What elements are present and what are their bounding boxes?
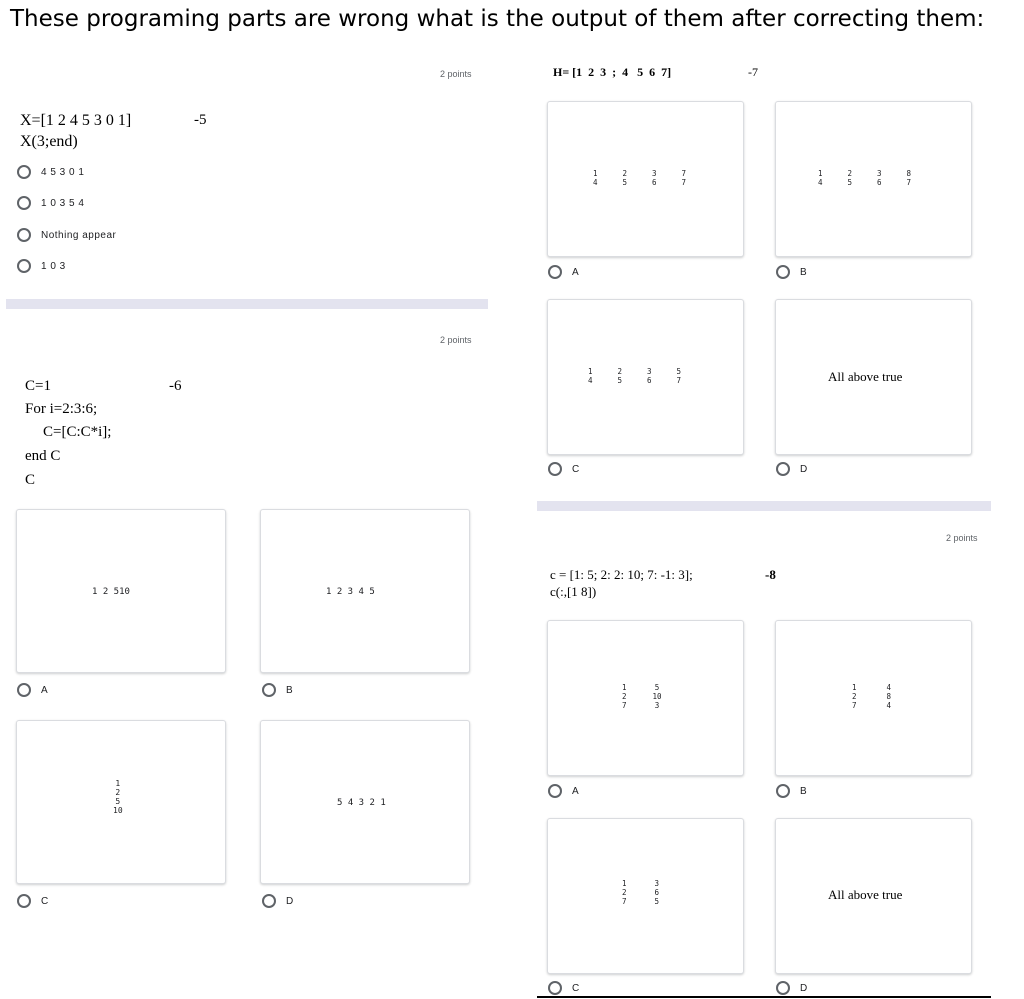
q8-card-d[interactable] [775,818,972,974]
q8-card-d-content: All above true [828,887,903,902]
q6-option-b[interactable] [262,683,293,697]
option-label: D [800,982,808,994]
value: 1 [818,169,823,178]
radio-button[interactable] [17,894,31,908]
value: 4 [818,178,823,187]
radio-button[interactable] [17,259,31,273]
radio-button[interactable] [17,165,31,179]
q7-card-c[interactable] [547,299,744,455]
q8-option-b[interactable] [776,784,807,798]
option-label: C [572,463,580,475]
option-label: B [286,684,294,696]
option-label: D [800,463,808,475]
q7-card-b-matrix [818,169,911,187]
q8-card-c[interactable] [547,818,744,974]
value: 2 [617,367,623,376]
value: 1 [588,367,593,376]
value: 10 [652,692,662,701]
value: 2 [852,692,857,701]
q6-card-b-content: 1 2 3 4 5 [326,587,375,597]
option-label: A [41,684,49,696]
value: 7 [906,178,912,187]
q6-card-d[interactable] [260,720,470,884]
q5-option-1[interactable] [17,165,84,179]
q6-code-line3: C=[C:C*i]; [43,424,112,440]
radio-button[interactable] [17,228,31,242]
option-label: D [286,895,294,907]
value: 2 [115,788,121,797]
value: 3 [877,169,882,178]
value: 4 [588,376,593,385]
option-label: C [41,895,49,907]
q6-code-line4: end C [25,448,61,464]
value: 7 [622,897,627,906]
value: 1 [622,879,627,888]
value: 7 [852,701,857,710]
option-label: A [572,785,580,797]
value: 6 [654,888,660,897]
q5-option-3[interactable] [17,228,116,242]
value: 2 [622,169,628,178]
value: 5 [622,178,628,187]
q6-option-d[interactable] [262,894,294,908]
q7-card-d[interactable] [775,299,972,455]
value: 3 [652,169,657,178]
page-title: These programing parts are wrong what is the output of them after correcting them: [10,6,985,32]
value: 8 [906,169,912,178]
value: 6 [877,178,882,187]
value: 5 [654,683,660,692]
q7-code: H= [1 2 3 ; 4 5 6 7] [553,65,672,79]
radio-button[interactable] [548,784,562,798]
radio-button[interactable] [17,683,31,697]
q8-points: 2 points [946,533,978,543]
q8-option-a[interactable] [548,784,579,798]
value: 5 [115,797,121,806]
value: 1 [593,169,598,178]
q5-number: -5 [194,112,207,128]
value: 5 [654,897,660,906]
section-divider [6,299,488,309]
value: 2 [622,888,627,897]
radio-button[interactable] [776,265,790,279]
value: 6 [652,178,657,187]
q5-option-2[interactable] [17,196,84,210]
value: 3 [647,367,652,376]
option-label: 4 5 3 0 1 [41,166,85,178]
radio-button[interactable] [776,462,790,476]
q7-number: -7 [748,65,758,79]
q6-card-d-content: 5 4 3 2 1 [337,798,386,808]
option-label: 1 0 3 5 4 [41,197,85,209]
option-label: C [572,982,580,994]
q7-card-d-content: All above true [828,369,903,384]
option-label: A [572,266,580,278]
q6-code-line1: C=1 [25,378,51,394]
option-label: 1 0 3 [41,260,66,272]
value: 4 [886,683,892,692]
value: 2 [622,692,627,701]
q8-card-b-matrix [852,683,891,710]
value: 7 [622,701,627,710]
value: 6 [647,376,652,385]
q8-option-d[interactable] [776,981,808,995]
option-label: B [800,785,808,797]
q6-card-a[interactable] [16,509,226,673]
q7-card-a[interactable] [547,101,744,257]
value: 10 [113,806,123,815]
q6-card-b[interactable] [260,509,470,673]
value: 1 [622,683,627,692]
radio-button[interactable] [548,265,562,279]
q7-card-a-matrix [593,169,686,187]
value: 7 [681,178,687,187]
q8-option-c[interactable] [548,981,580,995]
radio-button[interactable] [262,683,276,697]
q6-option-a[interactable] [17,683,48,697]
radio-button[interactable] [776,784,790,798]
q8-card-c-matrix [622,879,659,906]
q7-option-c[interactable] [548,462,580,476]
q6-code-line5: C [25,472,36,488]
q6-number: -6 [169,378,182,394]
q8-card-b[interactable] [775,620,972,776]
value: 7 [681,169,687,178]
value: 5 [847,178,853,187]
q5-code-line1: X=[1 2 4 5 3 0 1] [20,112,132,129]
value: 1 [852,683,857,692]
q8-number: -8 [765,567,776,582]
radio-button[interactable] [548,462,562,476]
q5-code-line2: X(3;end) [20,133,78,150]
radio-button[interactable] [17,196,31,210]
q6-option-c[interactable] [17,894,49,908]
radio-button[interactable] [776,981,790,995]
q8-code-line2: c(:,[1 8]) [550,584,597,599]
q8-card-a-matrix [622,683,662,710]
value: 7 [676,376,682,385]
value: 1 [115,779,121,788]
q5-points: 2 points [440,69,472,79]
q7-card-c-matrix [588,367,681,385]
value: 2 [847,169,853,178]
q7-option-a[interactable] [548,265,579,279]
value: 5 [676,367,682,376]
value: 3 [654,879,660,888]
option-label: Nothing appear [41,229,117,241]
option-label: B [800,266,808,278]
q6-card-c[interactable] [16,720,226,884]
q6-code-line2: For i=2:3:6; [25,401,98,417]
q6-card-a-content: 1 2 510 [92,587,130,597]
q7-option-d[interactable] [776,462,808,476]
q8-code-line1: c = [1: 5; 2: 2: 10; 7: -1: 3]; [550,567,693,582]
value: 5 [617,376,623,385]
value: 8 [886,692,892,701]
bottom-rule [537,996,991,998]
radio-button[interactable] [548,981,562,995]
q5-option-4[interactable] [17,259,66,273]
value: 4 [886,701,892,710]
q7-card-b[interactable] [775,101,972,257]
value: 3 [654,701,660,710]
radio-button[interactable] [262,894,276,908]
section-divider [537,501,991,511]
value: 4 [593,178,598,187]
q8-card-a[interactable] [547,620,744,776]
q6-card-c-content [113,779,123,815]
q7-option-b[interactable] [776,265,807,279]
q6-points: 2 points [440,335,472,345]
